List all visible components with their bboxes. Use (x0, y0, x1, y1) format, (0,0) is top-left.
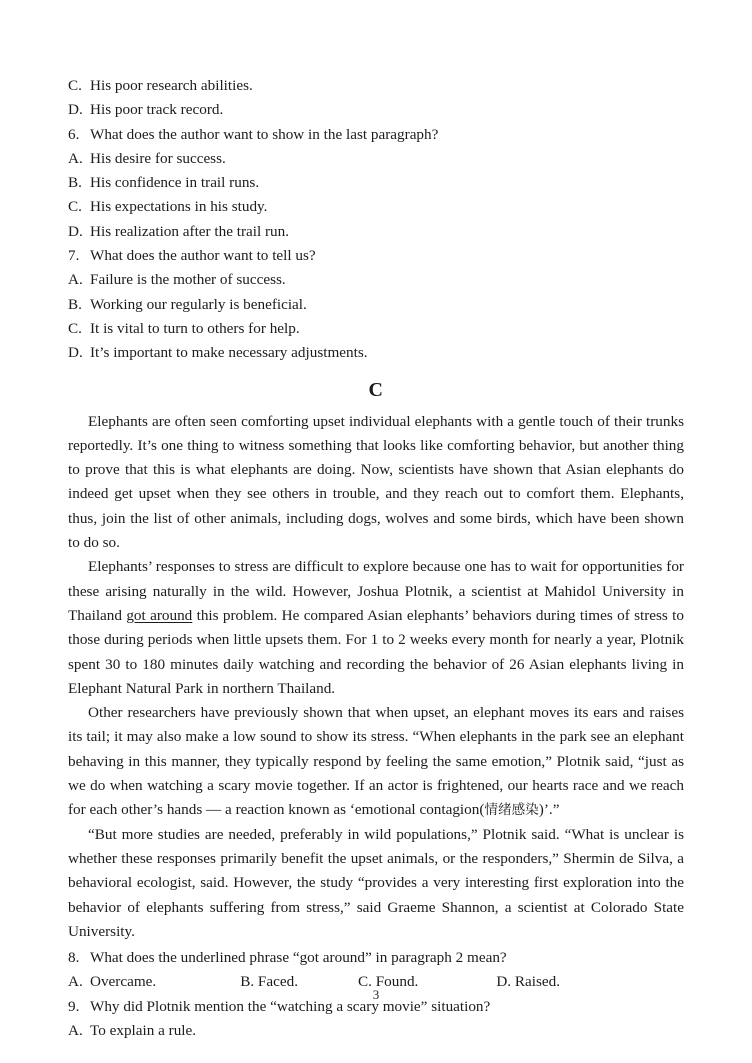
passage-paragraph-4: “But more studies are needed, preferably in wild populations,” Plotnik said. “What is unclear is whether these responses primarily benefit the upset animals, or the responders,” Shermin de Silva, a behavioral ecologist, said. However, the study “provides a very interesting first exploration into the behavior of elephants suffering from stress,” said Graeme Shannon, a scientist at Colorado State University. (68, 825, 684, 940)
passage-paragraph-3 (68, 701, 684, 822)
paragraph-3-text-after: )’.” (538, 801, 560, 819)
option-label: A. (68, 1021, 83, 1039)
option-a-text: Overcame. (90, 973, 157, 991)
option-label: C. (68, 77, 82, 94)
question-line-6 (68, 123, 684, 147)
question-number: 7. (68, 247, 80, 265)
question-line-8 (68, 946, 684, 970)
passage-paragraph-1: Elephants are often seen comforting upset individual elephants with a gentle touch of their trunks reportedly. It’s one thing to witness something that looks like comforting behavior, but another thing to prove that this is what elephants are doing. Now, scientists have shown that Asian elephants do indeed get upset when they see others in trouble, and they reach out to comfort them. Elephants, thus, join the list of other animals, including dogs, wolves and some birds, which have been shown to do so. (68, 412, 684, 552)
question-text: What does the underlined phrase “got around” in paragraph 2 mean? (90, 949, 507, 967)
passage-section-heading: C (368, 378, 384, 401)
option-text: His desire for success. (90, 149, 226, 167)
option-label: C. (68, 319, 82, 337)
option-text: Failure is the mother of success. (90, 271, 286, 289)
option-text: It is vital to turn to others for help. (90, 319, 300, 337)
option-line (68, 293, 684, 317)
question-text: What does the author want to tell us? (90, 247, 316, 265)
question-list-top (68, 74, 684, 366)
option-b-text: B. Faced. (240, 973, 298, 991)
option-line (68, 74, 684, 98)
option-label: B. (68, 174, 82, 192)
option-line (68, 195, 684, 219)
paragraph-3-text-before: Other researchers have previously shown that when upset, an elephant moves its ears and raises its tail; it may also make a low sound to show its stress. “When elephants in the park see an elephant behaving in this manner, they typically respond by feeling the same emotion,” Plotnik said, “just as we do when watching a scary movie together. If an actor is frightened, our hearts race and we reach for each other’s hands — a reaction known as ‘emotional contagion( (68, 704, 684, 819)
option-text: To explain a rule. (90, 1021, 197, 1039)
question-number: 8. (68, 949, 80, 967)
option-line (68, 220, 684, 244)
option-line (68, 98, 684, 122)
paragraph-2-text-before: Elephants’ responses to stress are difficult to explore because one has to wait for opportunities for these arising naturally in the wild. However, Joshua Plotnik, a scientist at Mahidol University in Thailand (68, 558, 684, 624)
option-label: A. (68, 973, 83, 991)
paragraph-2-text-after: this problem. He compared Asian elephants’ behaviors during times of stress to those during periods when little upsets them. For 1 to 2 weeks every month for nearly a year, Plotnik spent 30 to 180 minutes daily watching and recording the behavior of 26 Asian elephants living in Elephant Natural Park in northern Thailand. (68, 606, 684, 697)
option-d-text: D. Raised. (496, 973, 561, 991)
option-text: It’s important to make necessary adjustments. (90, 344, 368, 362)
option-label: C. (68, 198, 82, 216)
underlined-phrase: got around (126, 606, 193, 624)
option-text: His expectations in his study. (90, 198, 268, 216)
option-line (68, 341, 684, 365)
option-text: His poor track record. (90, 101, 224, 119)
question-line-7 (68, 244, 684, 268)
question-text: Why did Plotnik mention the “watching a scary movie” situation? (90, 997, 491, 1015)
option-text: Working our regularly is beneficial. (90, 295, 307, 313)
option-label: B. (68, 295, 82, 313)
option-label: D. (68, 101, 83, 119)
option-c-text: C. Found. (358, 973, 419, 991)
option-label: D. (68, 344, 83, 362)
question-number: 6. (68, 125, 80, 143)
page-content (68, 74, 684, 1043)
option-text: His realization after the trail run. (90, 222, 290, 240)
option-line (68, 147, 684, 171)
chinese-gloss: 情绪感染 (484, 802, 539, 819)
option-label: D. (68, 222, 83, 240)
option-line (68, 268, 684, 292)
question-number: 9. (68, 997, 80, 1015)
option-line (68, 317, 684, 341)
option-label: A. (68, 149, 83, 167)
page-number: 3 (372, 987, 380, 1002)
option-line (68, 171, 684, 195)
option-label: A. (68, 271, 83, 289)
page-footer (0, 988, 752, 1001)
passage-paragraph-2 (68, 555, 684, 701)
option-line (68, 1019, 684, 1043)
option-text: His confidence in trail runs. (90, 174, 260, 192)
option-text: His poor research abilities. (90, 77, 253, 94)
question-text: What does the author want to show in the last paragraph? (90, 125, 439, 143)
